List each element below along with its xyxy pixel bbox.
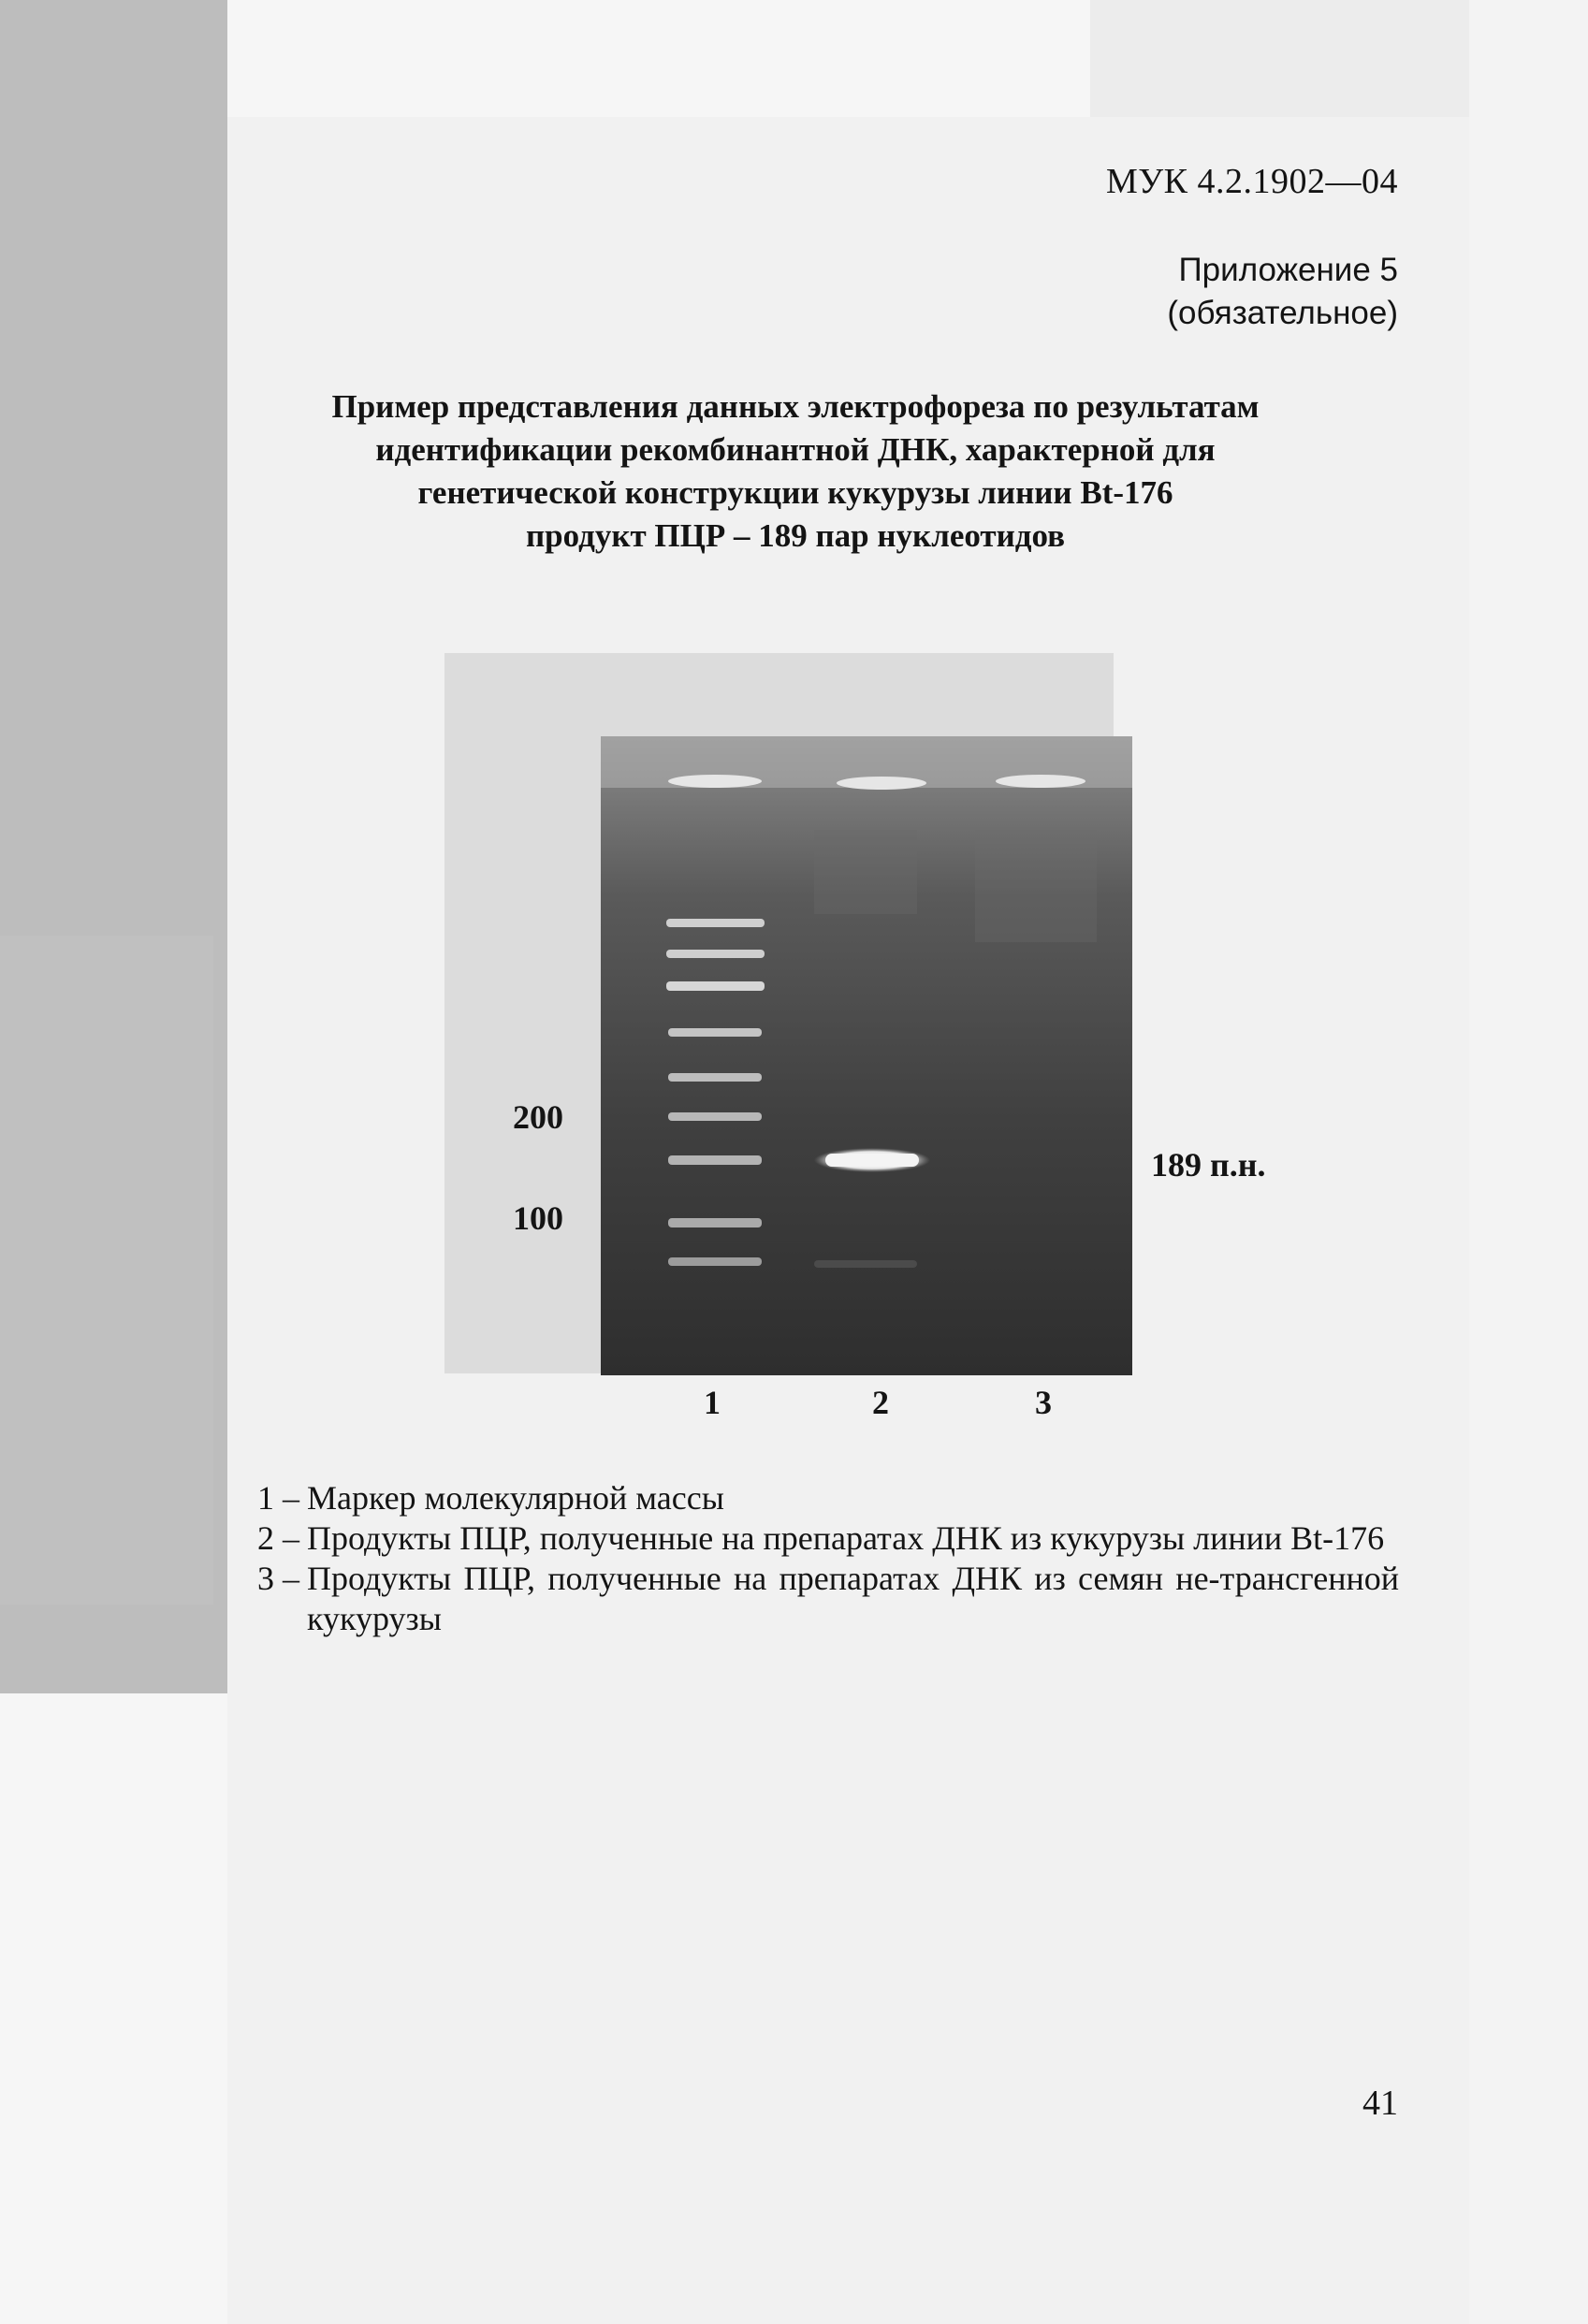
marker-200-label: 200: [513, 1098, 563, 1136]
well-lane-1: [668, 775, 762, 788]
figure-legend: [257, 1478, 1399, 1639]
lane-number-1: 1: [704, 1384, 721, 1421]
legend-item-text: Продукты ПЦР, полученные на препаратах ДНК из семян не-трансгенной кукурузы: [307, 1560, 1399, 1637]
caption-line: генетической конструкции кукурузы линии Bt-176: [417, 474, 1173, 511]
electrophoresis-gel-image: [601, 736, 1132, 1375]
scan-edge: [1469, 0, 1588, 2324]
legend-item: [257, 1478, 1399, 1518]
well-lane-2: [837, 777, 926, 790]
legend-item-number: 1 –: [257, 1479, 299, 1517]
figure-caption: [225, 385, 1366, 558]
appendix-number: Приложение 5: [1178, 252, 1398, 288]
caption-line: идентификации рекомбинантной ДНК, характерной для: [375, 431, 1216, 468]
legend-item: [257, 1559, 1399, 1639]
scan-margin-left-lower: [0, 936, 213, 1605]
appendix-label: [1167, 249, 1398, 335]
marker-100-label: 100: [513, 1199, 563, 1237]
caption-line: Пример представления данных электрофореза по результатам: [331, 388, 1260, 425]
caption-line: продукт ПЦР – 189 пар нуклеотидов: [525, 517, 1066, 554]
lane-number-2: 2: [872, 1384, 889, 1421]
legend-item-text: Продукты ПЦР, полученные на препаратах ДНК из кукурузы линии Bt-176: [307, 1519, 1385, 1557]
legend-item-number: 2 –: [257, 1519, 299, 1557]
gel-picture: [601, 736, 1132, 1375]
product-size-label: 189 п.н.: [1151, 1146, 1266, 1184]
appendix-status: (обязательное): [1167, 295, 1398, 331]
legend-item-text: Маркер молекулярной массы: [307, 1479, 724, 1517]
legend-item: [257, 1518, 1399, 1559]
well-lane-3: [996, 775, 1085, 788]
legend-item-number: 3 –: [257, 1560, 299, 1597]
page-number: 41: [1362, 2084, 1398, 2123]
document-code: МУК 4.2.1902—04: [1105, 162, 1398, 201]
lane-number-3: 3: [1035, 1384, 1052, 1421]
pcr-product-band-core: [825, 1154, 919, 1167]
